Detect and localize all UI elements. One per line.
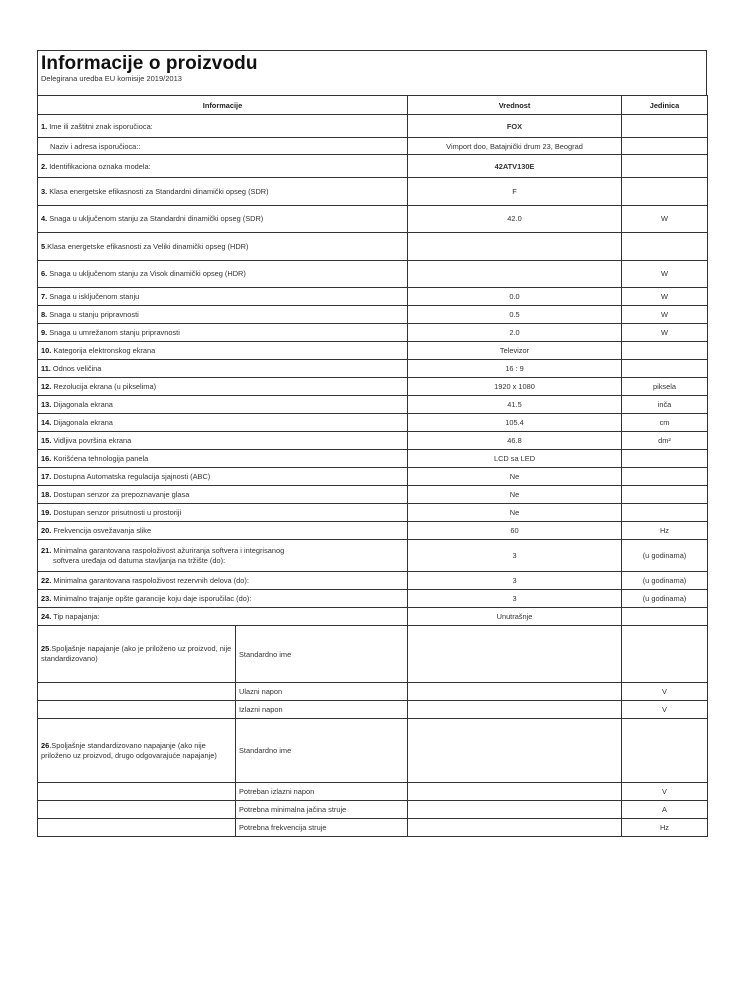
- table-header-row: [38, 96, 708, 115]
- row-label: 17. Dostupna Automatska regulacija sjajnosti (ABC): [38, 468, 408, 486]
- subrow-label: Potrebna frekvencija struje: [236, 819, 408, 837]
- row-unit: [622, 178, 708, 206]
- subrow-value: [408, 819, 622, 837]
- row-label: 19. Dostupan senzor prisutnosti u prostoriji: [38, 504, 408, 522]
- page-title: Informacije o proizvodu: [41, 53, 258, 74]
- row-unit: W: [622, 288, 708, 306]
- table-row: [38, 432, 708, 450]
- external-supply-subrow: [38, 701, 708, 719]
- row-value: F: [408, 178, 622, 206]
- row-label: 13. Dijagonala ekrana: [38, 396, 408, 414]
- subrow-label: Potreban izlazni napon: [236, 783, 408, 801]
- subrow-value: [408, 801, 622, 819]
- row-unit: cm: [622, 414, 708, 432]
- row-value: Ne: [408, 504, 622, 522]
- row-unit: (u godinama): [622, 590, 708, 608]
- table-row: [38, 504, 708, 522]
- table-row: [38, 260, 708, 288]
- regulation-subtitle: Delegirana uredba EU komisije 2019/2013: [41, 74, 182, 83]
- subrow-unit: [622, 719, 708, 783]
- row-label: 3. Klasa energetske efikasnosti za Standardni dinamički opseg (SDR): [38, 178, 408, 206]
- row-unit: [622, 155, 708, 178]
- table-row: [38, 414, 708, 432]
- subrow-label: Standardno ime: [236, 719, 408, 783]
- table-row: [38, 205, 708, 233]
- external-supply-row: [38, 626, 708, 683]
- row-unit: [622, 342, 708, 360]
- column-header-info: Informacije: [38, 96, 408, 115]
- table-row: [38, 540, 708, 572]
- row-value: LCD sa LED: [408, 450, 622, 468]
- row-label: 9. Snaga u umrežanom stanju pripravnosti: [38, 324, 408, 342]
- row-unit: W: [622, 260, 708, 288]
- row-value: Ne: [408, 486, 622, 504]
- row-label: 1. Ime ili zaštitni znak isporučioca:: [38, 115, 408, 138]
- row-label: 7. Snaga u isključenom stanju: [38, 288, 408, 306]
- table-row: [38, 396, 708, 414]
- standard-supply-subrow: [38, 783, 708, 801]
- row-label: 22. Minimalna garantovana raspoloživost rezervnih delova (do):: [38, 572, 408, 590]
- row-value: 1920 x 1080: [408, 378, 622, 396]
- subrow-label: Standardno ime: [236, 626, 408, 683]
- row-unit: [622, 486, 708, 504]
- table-row: [38, 608, 708, 626]
- title-box: [37, 50, 707, 95]
- table-row: [38, 522, 708, 540]
- row-value: Ne: [408, 468, 622, 486]
- subrow-unit: V: [622, 701, 708, 719]
- row-value: 42ATV130E: [408, 155, 622, 178]
- row-value: 2.0: [408, 324, 622, 342]
- row-value: 105.4: [408, 414, 622, 432]
- row-value: 41.5: [408, 396, 622, 414]
- row-unit: piksela: [622, 378, 708, 396]
- column-header-unit: Jedinica: [622, 96, 708, 115]
- table-row: [38, 342, 708, 360]
- row-label: 8. Snaga u stanju pripravnosti: [38, 306, 408, 324]
- product-info-table: [37, 95, 708, 837]
- row-label: 21. Minimalna garantovana raspoloživost ažuriranja softvera i integrisanog softvera uređaja od datuma stavljanja na tržište (do):: [38, 540, 408, 572]
- row-label: 15. Vidljiva površina ekrana: [38, 432, 408, 450]
- row-value: 3: [408, 572, 622, 590]
- column-header-value: Vrednost: [408, 96, 622, 115]
- row-label: 2. Identifikaciona oznaka modela:: [38, 155, 408, 178]
- row-unit: (u godinama): [622, 540, 708, 572]
- row-unit: [622, 138, 708, 155]
- row-value: 42.0: [408, 205, 622, 233]
- subrow-unit: A: [622, 801, 708, 819]
- row-value: Televizor: [408, 342, 622, 360]
- table-row: [38, 572, 708, 590]
- row-unit: W: [622, 324, 708, 342]
- row-value: 46.8: [408, 432, 622, 450]
- table-row: [38, 233, 708, 261]
- table-row: [38, 590, 708, 608]
- standard-supply-subrow: [38, 801, 708, 819]
- row-value: 3: [408, 590, 622, 608]
- table-row: [38, 468, 708, 486]
- row-unit: inča: [622, 396, 708, 414]
- row-value: 60: [408, 522, 622, 540]
- table-row: [38, 155, 708, 178]
- external-supply-subrow: [38, 683, 708, 701]
- subrow-value: [408, 719, 622, 783]
- row-unit: dm²: [622, 432, 708, 450]
- external-supply-label: 25.Spoljašnje napajanje (ako je priloženo uz proizvod, nije standardizovano): [38, 626, 236, 683]
- empty-cell: [38, 819, 236, 837]
- subrow-unit: V: [622, 783, 708, 801]
- row-label: 24. Tip napajanja:: [38, 608, 408, 626]
- row-unit: W: [622, 205, 708, 233]
- row-label: Naziv i adresa isporučioca::: [38, 138, 408, 155]
- table-row: [38, 324, 708, 342]
- subrow-unit: Hz: [622, 819, 708, 837]
- row-label: 20. Frekvencija osvežavanja slike: [38, 522, 408, 540]
- row-label: 23. Minimalno trajanje opšte garancije koju daje isporučilac (do):: [38, 590, 408, 608]
- row-label: 10. Kategorija elektronskog ekrana: [38, 342, 408, 360]
- table-row: [38, 486, 708, 504]
- standard-supply-subrow: [38, 819, 708, 837]
- row-value: Unutrašnje: [408, 608, 622, 626]
- row-value: Vimport doo, Batajnički drum 23, Beograd: [408, 138, 622, 155]
- empty-cell: [38, 683, 236, 701]
- row-value: [408, 233, 622, 261]
- table-row: [38, 360, 708, 378]
- table-row: [38, 378, 708, 396]
- table-row: [38, 178, 708, 206]
- row-value: 16 : 9: [408, 360, 622, 378]
- table-row: [38, 306, 708, 324]
- row-unit: [622, 115, 708, 138]
- row-unit: W: [622, 306, 708, 324]
- row-label: 4. Snaga u uključenom stanju za Standardni dinamički opseg (SDR): [38, 205, 408, 233]
- table-row: [38, 138, 708, 155]
- subrow-unit: [622, 626, 708, 683]
- row-label: 18. Dostupan senzor za prepoznavanje glasa: [38, 486, 408, 504]
- row-label: 6. Snaga u uključenom stanju za Visok dinamički opseg (HDR): [38, 260, 408, 288]
- row-unit: [622, 450, 708, 468]
- standard-supply-row: [38, 719, 708, 783]
- row-label: 16. Korišćena tehnologija panela: [38, 450, 408, 468]
- row-value: 0.0: [408, 288, 622, 306]
- subrow-value: [408, 683, 622, 701]
- row-unit: [622, 504, 708, 522]
- standard-supply-label: 26.Spoljašnje standardizovano napajanje (ako nije priloženo uz proizvod, drugo odgovarajuće napajanje): [38, 719, 236, 783]
- row-value: FOX: [408, 115, 622, 138]
- row-unit: Hz: [622, 522, 708, 540]
- row-label: 12. Rezolucija ekrana (u pikselima): [38, 378, 408, 396]
- row-unit: (u godinama): [622, 572, 708, 590]
- row-unit: [622, 468, 708, 486]
- subrow-label: Ulazni napon: [236, 683, 408, 701]
- subrow-unit: V: [622, 683, 708, 701]
- empty-cell: [38, 701, 236, 719]
- row-label: 14. Dijagonala ekrana: [38, 414, 408, 432]
- subrow-label: Potrebna minimalna jačina struje: [236, 801, 408, 819]
- row-value: 3: [408, 540, 622, 572]
- row-value: [408, 260, 622, 288]
- subrow-label: Izlazni napon: [236, 701, 408, 719]
- table-row: [38, 450, 708, 468]
- row-unit: [622, 233, 708, 261]
- product-information-sheet: [37, 50, 707, 837]
- subrow-value: [408, 783, 622, 801]
- subrow-value: [408, 626, 622, 683]
- subrow-value: [408, 701, 622, 719]
- empty-cell: [38, 783, 236, 801]
- row-value: 0.5: [408, 306, 622, 324]
- row-unit: [622, 608, 708, 626]
- row-label: 5.Klasa energetske efikasnosti za Veliki dinamički opseg (HDR): [38, 233, 408, 261]
- empty-cell: [38, 801, 236, 819]
- row-label: 11. Odnos veličina: [38, 360, 408, 378]
- table-row: [38, 115, 708, 138]
- row-unit: [622, 360, 708, 378]
- table-row: [38, 288, 708, 306]
